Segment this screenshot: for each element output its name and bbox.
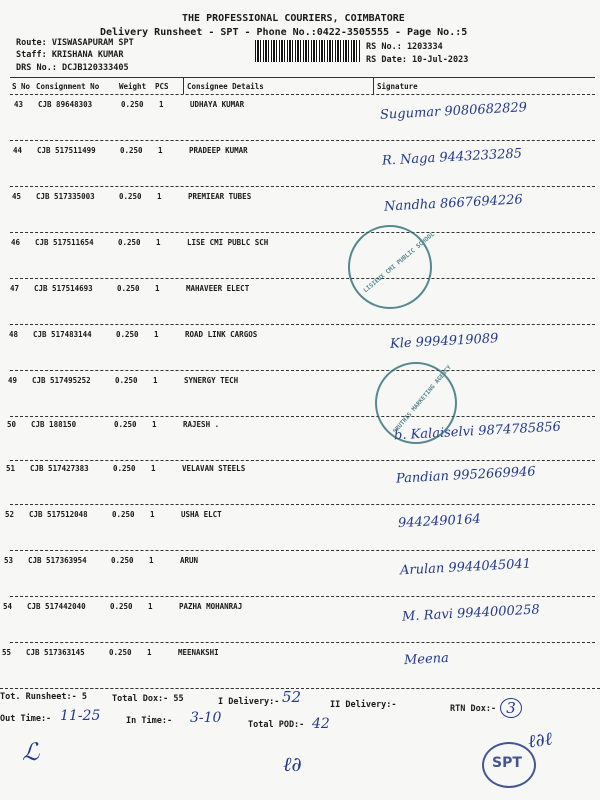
table-top-rule (10, 77, 595, 78)
row-consignee: ROAD LINK CARGOS (185, 330, 258, 339)
row-weight: 0.250 (111, 556, 134, 565)
row-sno: 55 (2, 648, 12, 657)
out-time-label: Out Time:- (0, 714, 52, 724)
row-sno: 53 (4, 556, 14, 565)
row-sno: 44 (13, 146, 23, 155)
handwritten-mark: ℒ (22, 738, 40, 766)
school-stamp (348, 225, 436, 309)
row-pcs: 1 (159, 100, 164, 109)
row-pcs: 1 (153, 376, 158, 385)
runsheet-subtitle: Delivery Runsheet - SPT - Phone No.:0422-3505555 - Page No.:5 (100, 27, 468, 38)
row-signature: Meena (403, 650, 450, 669)
row-divider (10, 642, 595, 643)
ii-delivery-label: II Delivery:- (330, 700, 397, 710)
row-consignee: LISE CMI PUBLC SCH (187, 238, 269, 247)
row-pcs: 1 (150, 510, 155, 519)
drs-number: DRS No.: DCJB120333405 (16, 63, 129, 73)
row-weight: 0.250 (117, 284, 140, 293)
row-weight: 0.250 (120, 146, 143, 155)
total-pod-value: 42 (312, 716, 330, 732)
in-time-value: 3-10 (190, 710, 222, 726)
row-consignee: PAZHA MOHANRAJ (179, 602, 243, 611)
row-consignment-no: CJB 517427383 (30, 464, 89, 473)
column-divider (373, 77, 374, 94)
marketing-stamp (375, 362, 457, 444)
rs-date: RS Date: 10-Jul-2023 (366, 55, 469, 65)
total-dox: Total Dox:- 55 (112, 694, 184, 704)
row-sno: 54 (3, 602, 13, 611)
row-pcs: 1 (157, 192, 162, 201)
row-consignment-no: CJB 517514693 (34, 284, 93, 293)
row-divider (10, 232, 595, 233)
school-stamp-text: LISIEUX CMI PUBLIC SCHOOL (362, 230, 436, 295)
row-weight: 0.250 (118, 238, 141, 247)
row-signature: Nandha 8667694226 (383, 192, 524, 215)
row-consignment-no: CJB 517363145 (26, 648, 85, 657)
i-delivery-label: I Delivery:- (218, 697, 280, 707)
total-pod-label: Total POD:- (248, 720, 305, 730)
rtn-dox-label: RTN Dox:- (450, 704, 497, 714)
rtn-dox-value: 3 (500, 698, 522, 718)
row-sno: 43 (14, 100, 24, 109)
staff-label: Staff: KRISHANA KUMAR (16, 50, 124, 60)
row-signature: 9442490164 (397, 511, 482, 532)
rs-number: RS No.: 1203334 (366, 42, 443, 52)
row-consignee: USHA ELCT (181, 510, 222, 519)
row-divider (10, 186, 595, 187)
row-sno: 47 (10, 284, 20, 293)
row-divider (10, 596, 595, 597)
row-pcs: 1 (156, 238, 161, 247)
row-divider (10, 550, 595, 551)
row-consignee: MEENAKSHI (178, 648, 219, 657)
row-pcs: 1 (148, 602, 153, 611)
handwritten-signature: ℓ∂ (283, 752, 302, 776)
row-weight: 0.250 (121, 100, 144, 109)
row-consignee: VELAVAN STEELS (182, 464, 246, 473)
out-time-value: 11-25 (60, 708, 101, 724)
row-signature: Sugumar 9080682829 (379, 100, 528, 123)
row-consignee: ARUN (180, 556, 199, 565)
row-pcs: 1 (158, 146, 163, 155)
row-signature: Arulan 9944045041 (399, 556, 532, 579)
handwritten-signature: ℓ∂ℓ (526, 728, 554, 753)
row-signature: Pandian 9952669946 (395, 464, 537, 487)
row-sno: 48 (9, 330, 19, 339)
row-weight: 0.250 (109, 648, 132, 657)
row-weight: 0.250 (110, 602, 133, 611)
row-consignment-no: CJB 517495252 (32, 376, 91, 385)
row-sno: 46 (11, 238, 21, 247)
route-label: Route: VISWASAPURAM SPT (16, 38, 134, 48)
col-consignee: Consignee Details (187, 82, 264, 91)
row-consignee: UDHAYA KUMAR (190, 100, 245, 109)
row-consignment-no: CJB 517442040 (27, 602, 86, 611)
row-consignment-no: CJB 188150 (31, 420, 77, 429)
spt-stamp-text: SPT (492, 755, 522, 771)
col-sno: S No (12, 82, 31, 91)
row-consignment-no: CJB 89648303 (38, 100, 93, 109)
row-divider (10, 370, 595, 371)
row-divider (10, 460, 595, 461)
row-signature: R. Naga 9443233285 (381, 146, 523, 169)
row-pcs: 1 (152, 420, 157, 429)
row-consignment-no: CJB 517512048 (29, 510, 88, 519)
row-consignment-no: CJB 517511654 (35, 238, 94, 247)
row-pcs: 1 (151, 464, 156, 473)
row-consignee: MAHAVEER ELECT (186, 284, 250, 293)
i-delivery-value: 52 (282, 688, 302, 706)
row-sno: 52 (5, 510, 15, 519)
row-consignment-no: CJB 517511499 (37, 146, 96, 155)
spt-stamp (482, 742, 536, 788)
row-consignment-no: CJB 517483144 (33, 330, 92, 339)
col-signature: Signature (377, 82, 418, 91)
row-consignment-no: CJB 517363954 (28, 556, 87, 565)
company-title: THE PROFESSIONAL COURIERS, COIMBATORE (182, 13, 405, 24)
row-pcs: 1 (154, 330, 159, 339)
row-sno: 50 (7, 420, 17, 429)
row-signature: b. Kalaiselvi 9874785856 (393, 419, 562, 444)
col-consignment: Consignment No (36, 82, 100, 91)
barcode (255, 40, 360, 62)
row-weight: 0.250 (112, 510, 135, 519)
row-sno: 51 (6, 464, 16, 473)
marketing-stamp-text: SRUTHIS MARKETING AGENCY (391, 364, 453, 435)
column-divider (183, 77, 184, 94)
row-pcs: 1 (149, 556, 154, 565)
row-weight: 0.250 (119, 192, 142, 201)
row-divider (10, 416, 595, 417)
in-time-label: In Time:- (126, 716, 173, 726)
row-sno: 49 (8, 376, 18, 385)
row-consignee: PREMIEAR TUBES (188, 192, 252, 201)
row-pcs: 1 (147, 648, 152, 657)
row-pcs: 1 (155, 284, 160, 293)
row-sno: 45 (12, 192, 22, 201)
row-signature: Kle 9994919089 (389, 331, 499, 352)
row-weight: 0.250 (113, 464, 136, 473)
row-weight: 0.250 (115, 376, 138, 385)
row-consignee: PRADEEP KUMAR (189, 146, 248, 155)
row-consignee: RAJESH . (183, 420, 220, 429)
row-divider (10, 324, 595, 325)
row-divider (10, 278, 595, 279)
col-weight: Weight (119, 82, 147, 91)
row-consignee: SYNERGY TECH (184, 376, 239, 385)
header-rule (10, 94, 595, 95)
row-weight: 0.250 (116, 330, 139, 339)
tot-runsheet: Tot. Runsheet:- 5 (0, 692, 87, 702)
row-divider (10, 140, 595, 141)
row-weight: 0.250 (114, 420, 137, 429)
row-signature: M. Ravi 9944000258 (401, 602, 541, 625)
col-pcs: PCS (155, 82, 169, 91)
row-consignment-no: CJB 517335003 (36, 192, 95, 201)
row-divider (10, 504, 595, 505)
